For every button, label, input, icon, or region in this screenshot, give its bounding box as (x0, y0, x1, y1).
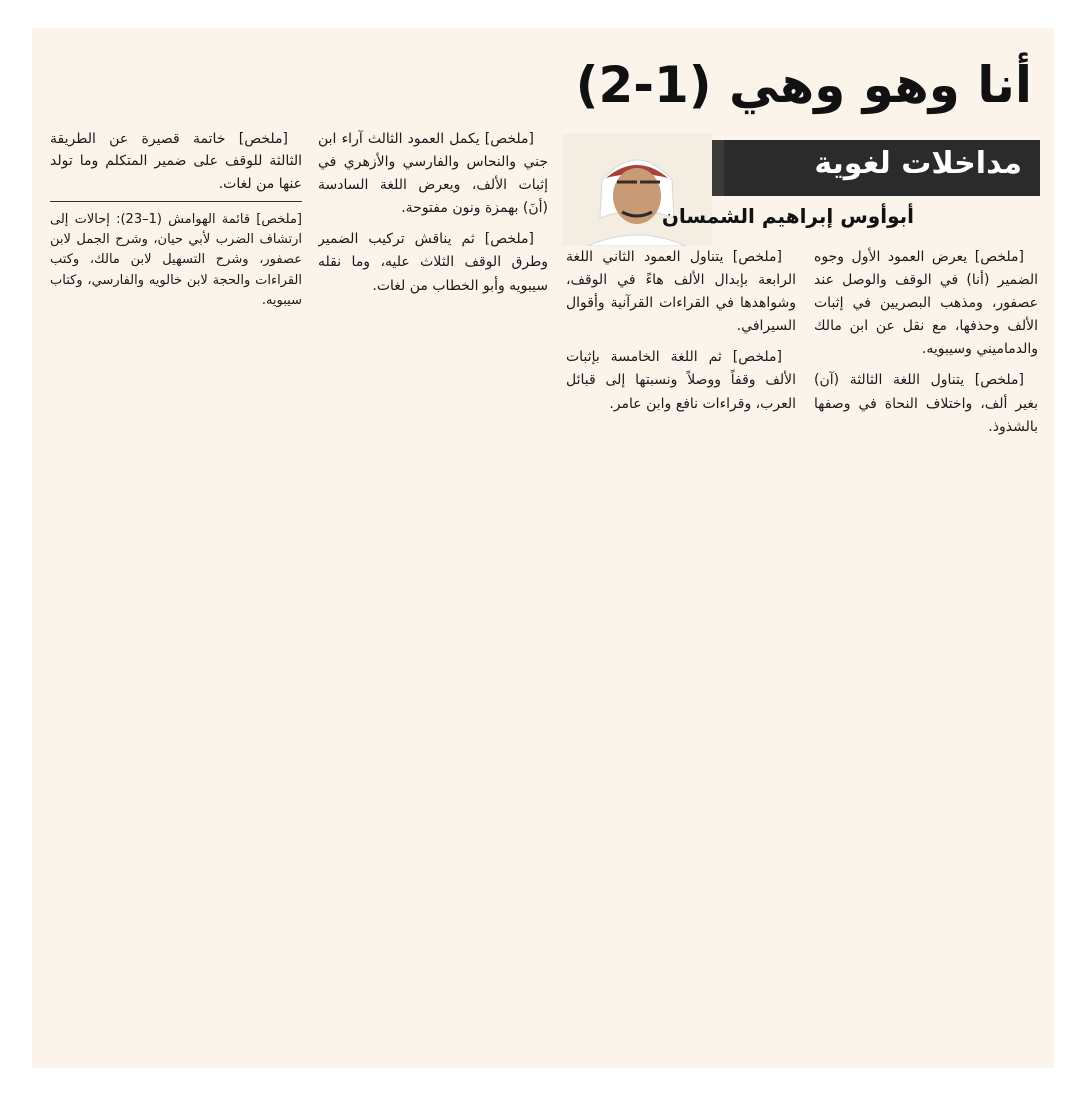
paragraph: [ملخص] ثم اللغة الخامسة بإثبات الألف وقفاً ووصلاً ونسبتها إلى قبائل العرب، وقراءات نافع وابن عامر. (566, 349, 796, 412)
author-portrait (562, 134, 712, 246)
paragraph: [ملخص] يعرض العمود الأول وجوه الضمير (أنا) في الوقف والوصل عند عصفور، ومذهب البصريين في إثبات الألف وحذفها، مع نقل عن ابن مالك والدماميني وسيبويه. (814, 249, 1038, 358)
paragraph: [ملخص] يكمل العمود الثالث آراء ابن جني والنحاس والفارسي والأزهري في إثبات الألف، ويعرض اللغة السادسة (أنَ) بهمزة ونون مفتوحة. (318, 131, 548, 217)
article-column-1 (814, 246, 1038, 1056)
author-name: أبوأوس إبراهيم الشمسان (661, 204, 914, 228)
article-column-2 (566, 246, 796, 1056)
paragraph: [ملخص] يتناول العمود الثاني اللغة الرابعة بإبدال الألف هاءً في الوقف، وشواهدها في القراءات القرآنية وأقوال السيرافي. (566, 249, 796, 335)
article-column-4-footnotes (50, 128, 302, 1056)
section-label: مداخلات لغوية (814, 146, 1022, 181)
newspaper-page (32, 28, 1054, 1068)
paragraph: [ملخص] ثم يناقش تركيب الضمير وطرق الوقف الثلاث عليه، وما نقله سيبويه وأبو الخطاب من لغات. (318, 231, 548, 294)
footnote-divider (50, 201, 302, 202)
article-column-3 (318, 128, 548, 1056)
article-headline: أنا وهو وهي (1-2) (575, 56, 1032, 114)
footnote-list (50, 210, 302, 311)
closing-paragraph: [ملخص] خاتمة قصيرة عن الطريقة الثالثة للوقف على ضمير المتكلم وما تولد عنها من لغات. (50, 131, 302, 192)
paragraph: [ملخص] يتناول اللغة الثالثة (آن) بغير ألف، واختلاف النحاة في وصفها بالشذوذ. (814, 372, 1038, 435)
footnote: [ملخص] قائمة الهوامش (1–23): إحالات إلى ارتشاف الضرب لأبي حيان، وشرح الجمل لابن عصفور، وشرح التسهيل لابن مالك، وكتب القراءات والحجة لابن خالويه والفارسي، وكتاب سيبويه. (50, 212, 302, 308)
